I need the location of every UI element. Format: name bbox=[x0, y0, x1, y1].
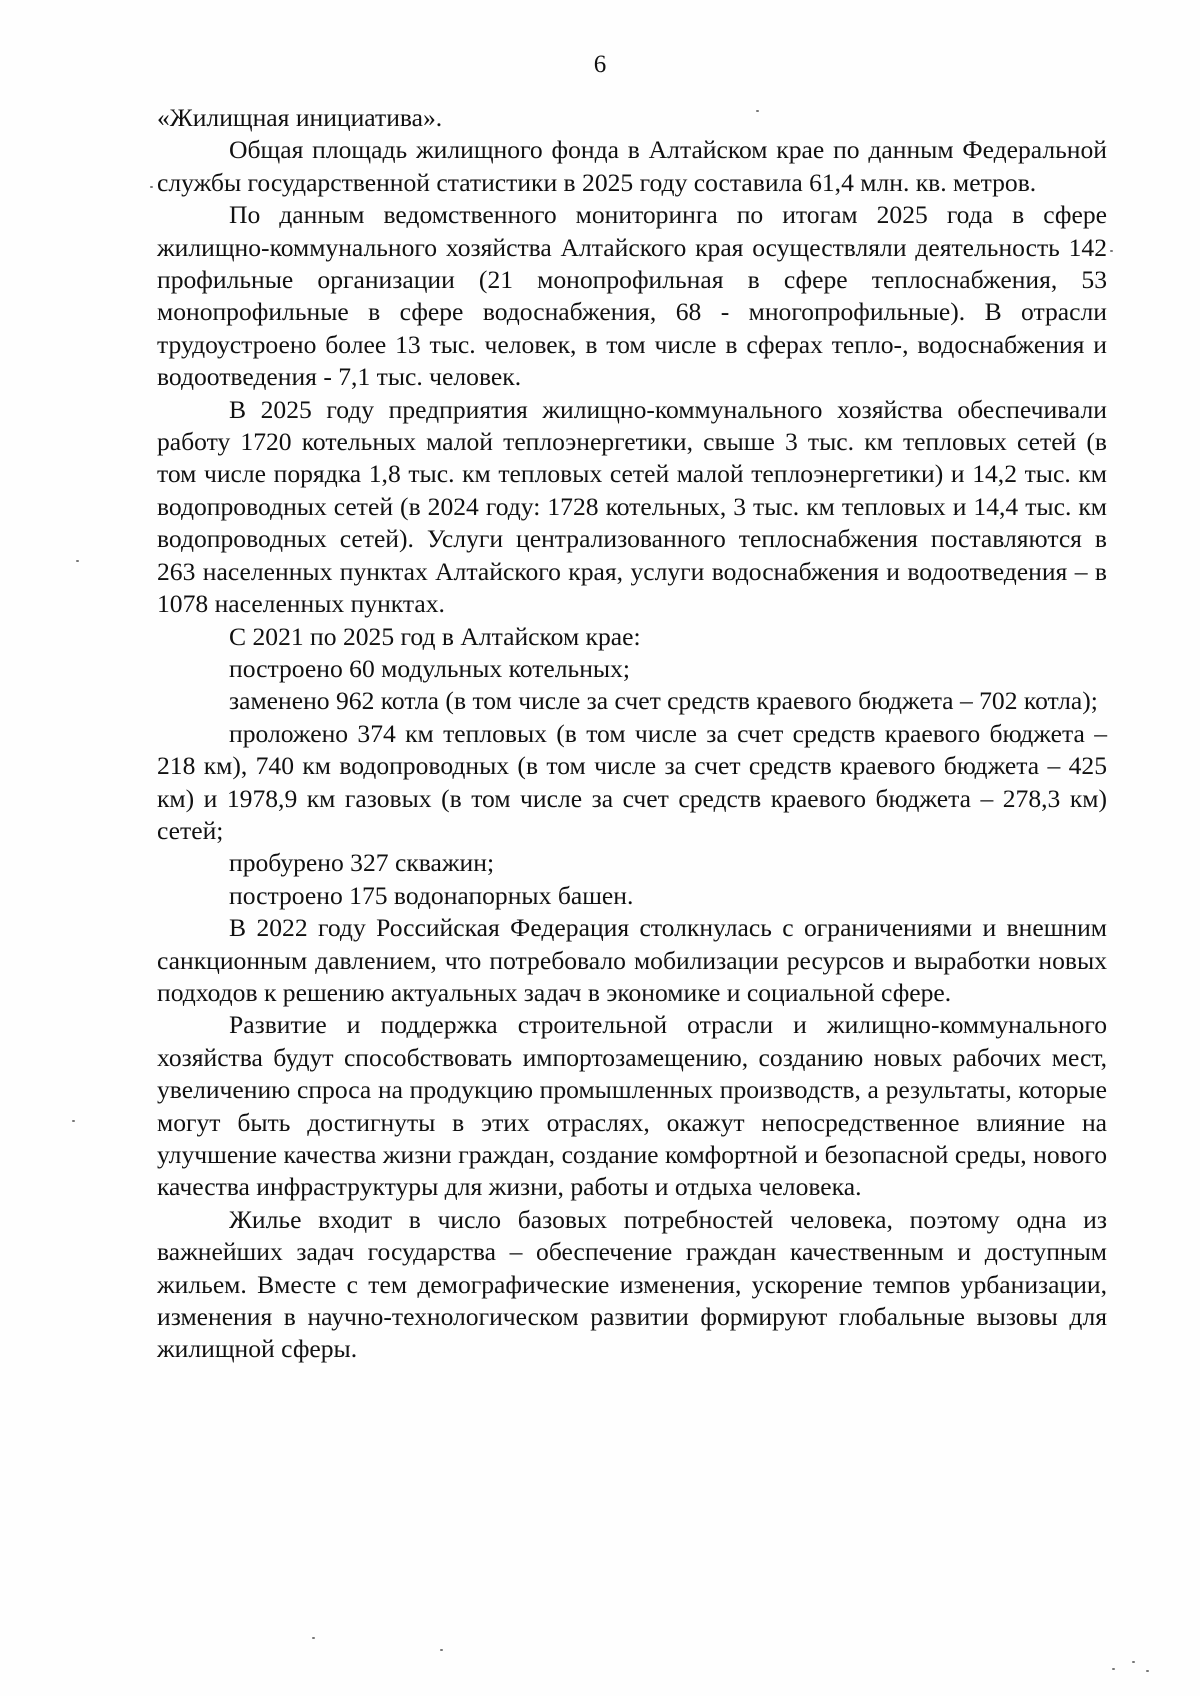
paragraph-housing-area: Общая площадь жилищного фонда в Алтайском крае по данным Федеральной службы государственной статистики в 2025 году составила 61,4 млн. кв. метров. bbox=[157, 135, 1107, 197]
paragraph-list-intro: С 2021 по 2025 год в Алтайском крае: bbox=[229, 621, 641, 651]
scan-speck bbox=[1146, 1670, 1149, 1672]
paragraph-industry-development: Развитие и поддержка строительной отрасли и жилищно-коммунального хозяйства будут способствовать импортозамещению, созданию новых рабочих мест, увеличению спроса на продукцию промышленных производств, а результаты, которые могут быть достигнуты в этих отраслях, окажут непосредственное влияние на улучшение качества жизни граждан, создание комфортной и безопасной среды, нового качества инфраструктуры для жизни, работы и отдыха человека. bbox=[157, 1010, 1107, 1202]
list-item-water-towers: построено 175 водонапорных башен. bbox=[229, 880, 634, 910]
paragraph-utilities-organizations: По данным ведомственного мониторинга по итогам 2025 года в сфере жилищно-коммунального хозяйства Алтайского края осуществляли деятельность 142 профильные организации (21 монопрофильная в сфере теплоснабжения, 53 монопрофильные в сфере водоснабжения, 68 - многопрофильные). В отрасли трудоустроено более 13 тыс. человек, в том числе в сферах тепло-, водоснабжения и водоотведения - 7,1 тыс. человек. bbox=[157, 200, 1107, 392]
list-item-laid-networks: проложено 374 км тепловых (в том числе за счет средств краевого бюджета – 218 км), 740 км водопроводных (в том числе за счет средств краевого бюджета – 425 км) и 1978,9 км газовых (в том числе за счет средств краевого бюджета – 278,3 км) сетей; bbox=[157, 718, 1107, 845]
paragraph-sanctions: В 2022 году Российская Федерация столкнулась с ограничениями и внешним санкционным давлением, что потребовало мобилизации ресурсов и выработки новых подходов к решению актуальных задач в экономике и социальной сфере. bbox=[157, 913, 1107, 1007]
list-item-drilled-wells: пробурено 327 скважин; bbox=[229, 848, 495, 878]
scan-speck bbox=[1112, 1668, 1115, 1670]
scan-speck bbox=[1132, 1661, 1135, 1663]
scan-speck bbox=[440, 1649, 443, 1651]
page-number: 6 bbox=[593, 51, 607, 78]
list-item-replaced-boilers: заменено 962 котла (в том числе за счет средств краевого бюджета – 702 котла); bbox=[229, 686, 1098, 716]
scan-speck bbox=[72, 1120, 75, 1122]
paragraph-housing-initiative: «Жилищная инициатива». bbox=[157, 103, 443, 132]
paragraph-housing-needs: Жилье входит в число базовых потребностей человека, поэтому одна из важнейших задач государства – обеспечение граждан качественным и доступным жильем. Вместе с тем демографические изменения, ускорение темпов урбанизации, изменения в научно-технологическом развитии формируют глобальные вызовы для жилищной сферы. bbox=[157, 1204, 1107, 1364]
scan-speck bbox=[150, 186, 153, 188]
scan-speck bbox=[312, 1637, 315, 1639]
scan-speck bbox=[1110, 250, 1113, 252]
scan-speck bbox=[76, 560, 79, 562]
document-body bbox=[157, 102, 1107, 1366]
list-item-modular-boilers: построено 60 модульных котельных; bbox=[229, 653, 631, 683]
paragraph-boilers-networks: В 2025 году предприятия жилищно-коммунального хозяйства обеспечивали работу 1720 котельных малой теплоэнергетики, свыше 3 тыс. км тепловых сетей (в том числе порядка 1,8 тыс. км тепловых сетей малой теплоэнергетики) и 14,2 тыс. км водопроводных сетей (в 2024 году: 1728 котельных, 3 тыс. км тепловых и 14,4 тыс. км водопроводных сетей). Услуги централизованного теплоснабжения поставляются в 263 населенных пунктах Алтайского края, услуги водоснабжения и водоотведения – в 1078 населенных пунктах. bbox=[157, 394, 1107, 619]
scan-speck bbox=[756, 110, 759, 112]
